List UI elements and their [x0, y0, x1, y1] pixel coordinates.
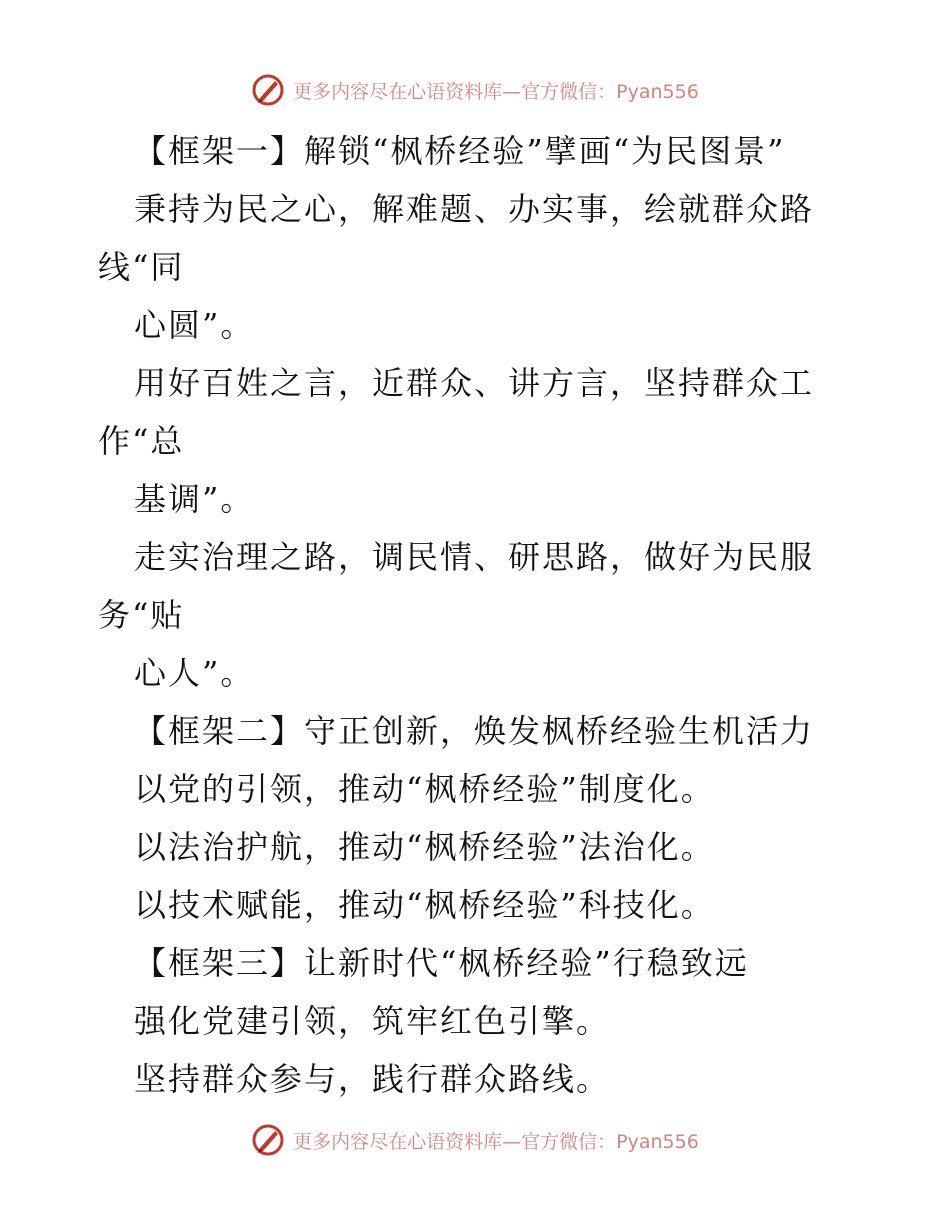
paragraph-line: 以法治护航，推动“枫桥经验”法治化。 [134, 828, 715, 866]
document-body [0, 122, 950, 1108]
pen-logo-icon [251, 1123, 285, 1157]
paragraph-line: 坚持群众参与，践行群众路线。 [134, 1060, 611, 1098]
paragraph-line: 以党的引领，推动“枫桥经验”制度化。 [134, 770, 715, 808]
paragraph-line: 务“贴 [98, 596, 185, 634]
pen-logo-icon [251, 73, 285, 107]
footer-banner [0, 1120, 950, 1160]
section-heading: 【框架三】让新时代“枫桥经验”行稳致远 [134, 944, 749, 982]
paragraph-line: 线“同 [98, 248, 185, 286]
paragraph-line: 以技术赋能，推动“枫桥经验”科技化。 [134, 886, 715, 924]
paragraph-line: 走实治理之路，调民情、研思路，做好为民服 [134, 538, 815, 576]
paragraph-line: 基调”。 [134, 480, 255, 518]
paragraph-line: 用好百姓之言，近群众、讲方言，坚持群众工 [134, 364, 815, 402]
paragraph-line: 强化党建引领，筑牢红色引擎。 [134, 1002, 611, 1040]
section-heading: 【框架一】解锁“枫桥经验”擘画“为民图景” [134, 132, 786, 170]
paragraph-line: 作“总 [98, 422, 185, 460]
header-banner-text: 更多内容尽在心语资料库—官方微信：Pyan556 [293, 80, 699, 103]
paragraph-line: 秉持为民之心，解难题、办实事，绘就群众路 [134, 190, 815, 228]
paragraph-line: 心圆”。 [134, 306, 255, 344]
section-heading: 【框架二】守正创新，焕发枫桥经验生机活力 [134, 712, 815, 750]
paragraph-line: 心人”。 [134, 654, 255, 692]
footer-banner-text: 更多内容尽在心语资料库—官方微信：Pyan556 [293, 1130, 699, 1153]
header-banner [0, 70, 950, 110]
